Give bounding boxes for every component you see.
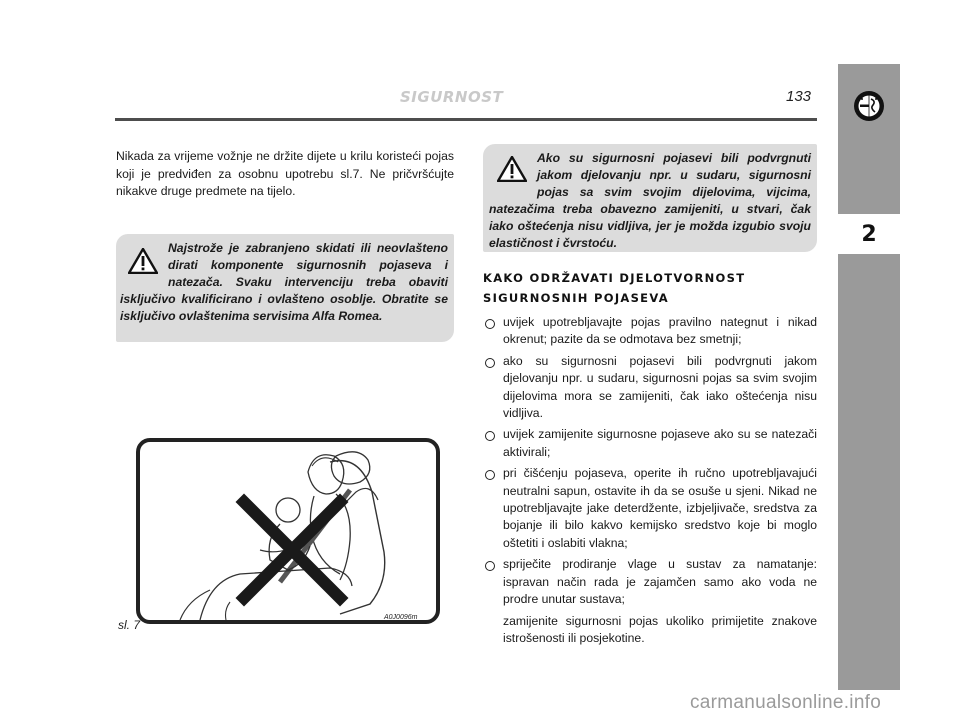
list-item: uvijek zamijenite sigurnosne pojaseve ako su se natezači aktivirali; [483,426,817,461]
watermark-text: carmanualsonline.info [690,692,882,713]
list-item: ako su sigurnosni pojasevi bili podvrgnuti jakom djelovanju npr. u sudaru, sigurnosni pojas sa svim svojim dijelovima mora se zamijeniti, čak iako oštećenja nisu vidljiva. [483,353,817,423]
list-continuation: zamijenite sigurnosni pojas ukoliko primijetite znakove istrošenosti ili posjekotine. [503,613,817,645]
intro-paragraph: Nikada za vrijeme vožnje ne držite dijete u krilu koristeći pojas koji je predviđen za osobnu upotrebu sl.7. Ne pričvršćujte nikakve druge predmete na tijelo. [116,149,454,199]
section-title: SIGURNOST [400,88,504,106]
warning-box-left [116,234,454,342]
list-item: pri čišćenju pojaseva, operite ih ručno upotrebljavajući neutralni sapun, ostavite ih da se osuše u sjeni. Nikad ne upotrebljavajte jake deterdžente, izbjeljivače, sredstva za bojanje ili bilo kakvo kemijsko sredstvo koje bi moglo oštetiti i oslabiti vlakna; [483,465,817,552]
section-heading [483,268,817,308]
warning-text-left: Najstrože je zabranjeno skidati ili neovlašteno dirati komponente sigurnosnih pojaseva i natezača. Svaku intervenciju treba obaviti isključivo kvalificirano i ovlašteno osoblje. Obratite se isključivo ovlaštenima servisima Alfa Romea. [120,241,448,323]
bullet-circle-icon [485,358,495,368]
list-item: uvijek upotrebljavajte pojas pravilno nategnut i nikad okrenut; pazite da se odmotava bez smetnji; [483,314,817,349]
section-heading-line-1: KAKO ODRŽAVATI DJELOTVORNOST [483,271,746,285]
maintenance-list [483,314,817,651]
warning-box-right [483,144,817,252]
warning-text-right: Ako su sigurnosni pojasevi bili podvrgnuti jakom djelovanju npr. u sudaru, sigurnosni pojas sa svim svojim dijelovima, vijcima, natezačima treba obavezno zamijeniti, u stvari, čak iako oštećenja nisu vidljiva, jer je možda izgubio svoju elastičnost i čvrstoću. [489,151,811,250]
bullet-circle-icon [485,561,495,571]
figure-code: A0J0096m [384,614,418,621]
bullet-circle-icon [485,470,495,480]
header-divider [115,118,817,121]
bullet-circle-icon [485,319,495,329]
child-on-lap-crossed-out-illustration [140,442,436,620]
figure-frame [136,438,440,624]
alfa-romeo-logo-icon [853,90,885,122]
list-item: spriječite prodiranje vlage u sustav za namatanje: ispravan način rada je zajamčen samo ako voda ne prodre unutar sustava; [483,556,817,608]
section-heading-line-2: SIGURNOSNIH POJASEVA [483,291,669,305]
page-number: 133 [786,88,812,105]
chapter-number: 2 [838,214,900,254]
bullet-circle-icon [485,431,495,441]
chapter-side-band [838,64,900,690]
figure-label: sl. 7 [118,618,141,632]
